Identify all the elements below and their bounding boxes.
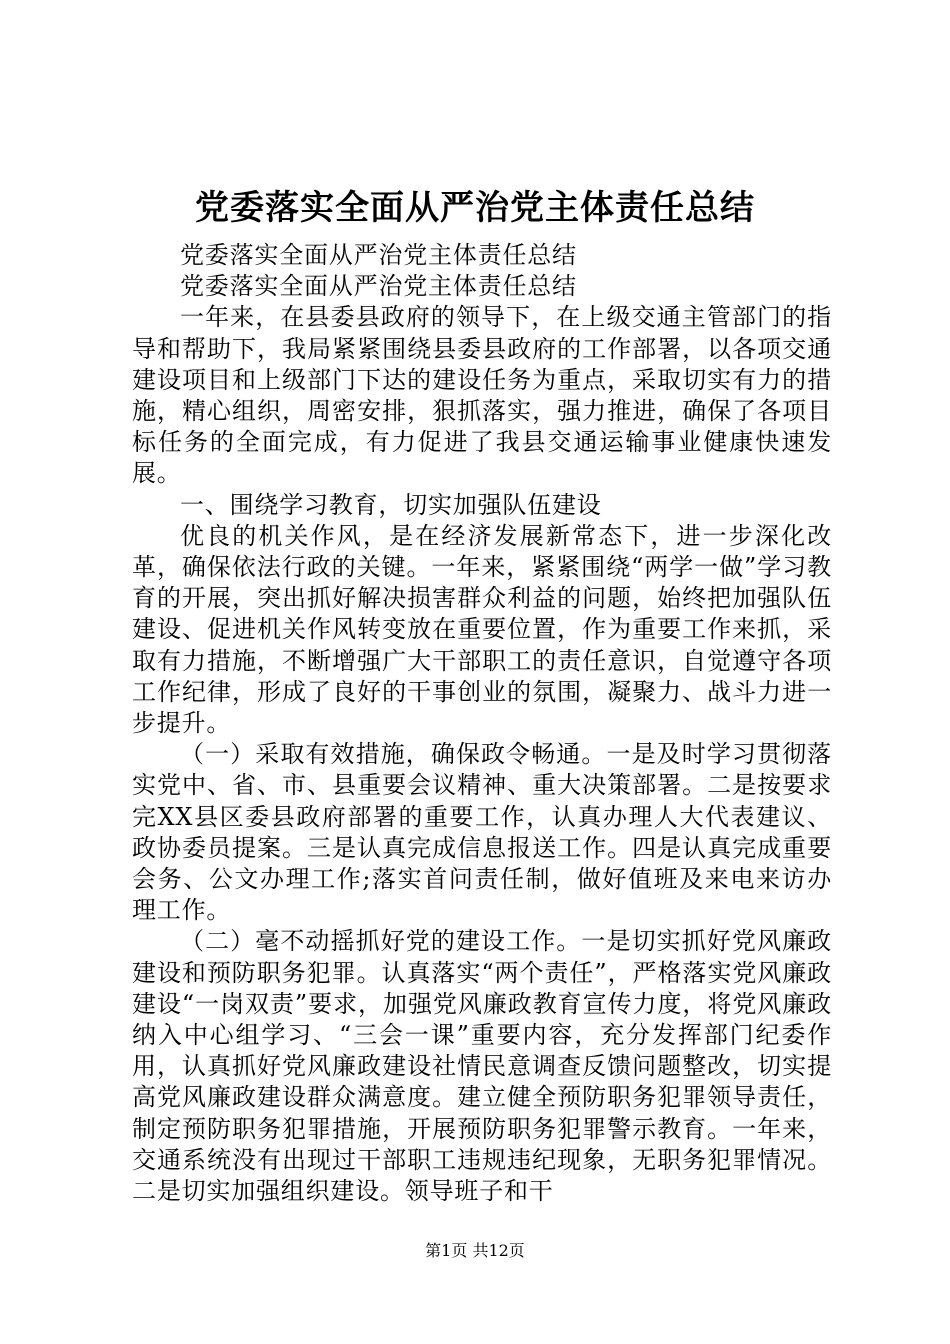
section-heading: 一、围绕学习教育，切实加强队伍建设 xyxy=(180,490,602,519)
subtitle-line: 党委落实全面从严治党主体责任总结 xyxy=(180,272,577,301)
body-paragraph: 优良的机关作风，是在经济发展新常态下，进一步深化改革，确保依法行政的关键。一年来，紧紧围绕“两学一做”学习教育的开展，突出抓好解决损害群众利益的问题，始终把加强队伍建设、促进机关作风转变放在重要位置，作为重要工作来抓，采取有力措施，不断增强广大干部职工的责任意识，自觉遵守各项工作纪律，形成了良好的干事创业的氛围，凝聚力、战斗力进一步提升。 xyxy=(132,521,832,738)
document-body xyxy=(132,240,832,1207)
document-title: 党委落实全面从严治党主体责任总结 xyxy=(195,188,755,228)
body-paragraph: （二）毫不动摇抓好党的建设工作。一是切实抓好党风廉政建设和预防职务犯罪。认真落实“两个责任”，严格落实党风廉政建设“一岗双责”要求，加强党风廉政教育宣传力度，将党风廉政纳入中心组学习、“三会一课”重要内容，充分发挥部门纪委作用，认真抓好党风廉政建设社情民意调查反馈问题整改，切实提高党风廉政建设群众满意度。建立健全预防职务犯罪领导责任，制定预防职务犯罪措施，开展预防职务犯罪警示教育。一年来，交通系统没有出现过干部职工违规违纪现象，无职务犯罪情况。二是切实加强组织建设。领导班子和干 xyxy=(132,927,832,1206)
body-paragraph: （一）采取有效措施，确保政令畅通。一是及时学习贯彻落实党中、省、市、县重要会议精神、重大决策部署。二是按要求完XX县区委县政府部署的重要工作，认真办理人大代表建议、政协委员提案。三是认真完成信息报送工作。四是认真完成重要会务、公文办理工作;落实首问责任制，做好值班及来电来访办理工作。 xyxy=(132,740,832,925)
subtitle-line: 党委落实全面从严治党主体责任总结 xyxy=(180,241,577,269)
page-number-footer: 第1页 共12页 xyxy=(425,1241,525,1260)
body-paragraph: 一年来，在县委县政府的领导下，在上级交通主管部门的指导和帮助下，我局紧紧围绕县委县政府的工作部署，以各项交通建设项目和上级部门下达的建设任务为重点，采取切实有力的措施，精心组织，周密安排，狠抓落实，强力推进，确保了各项目标任务的全面完成，有力促进了我县交通运输事业健康快速发展。 xyxy=(132,303,832,488)
